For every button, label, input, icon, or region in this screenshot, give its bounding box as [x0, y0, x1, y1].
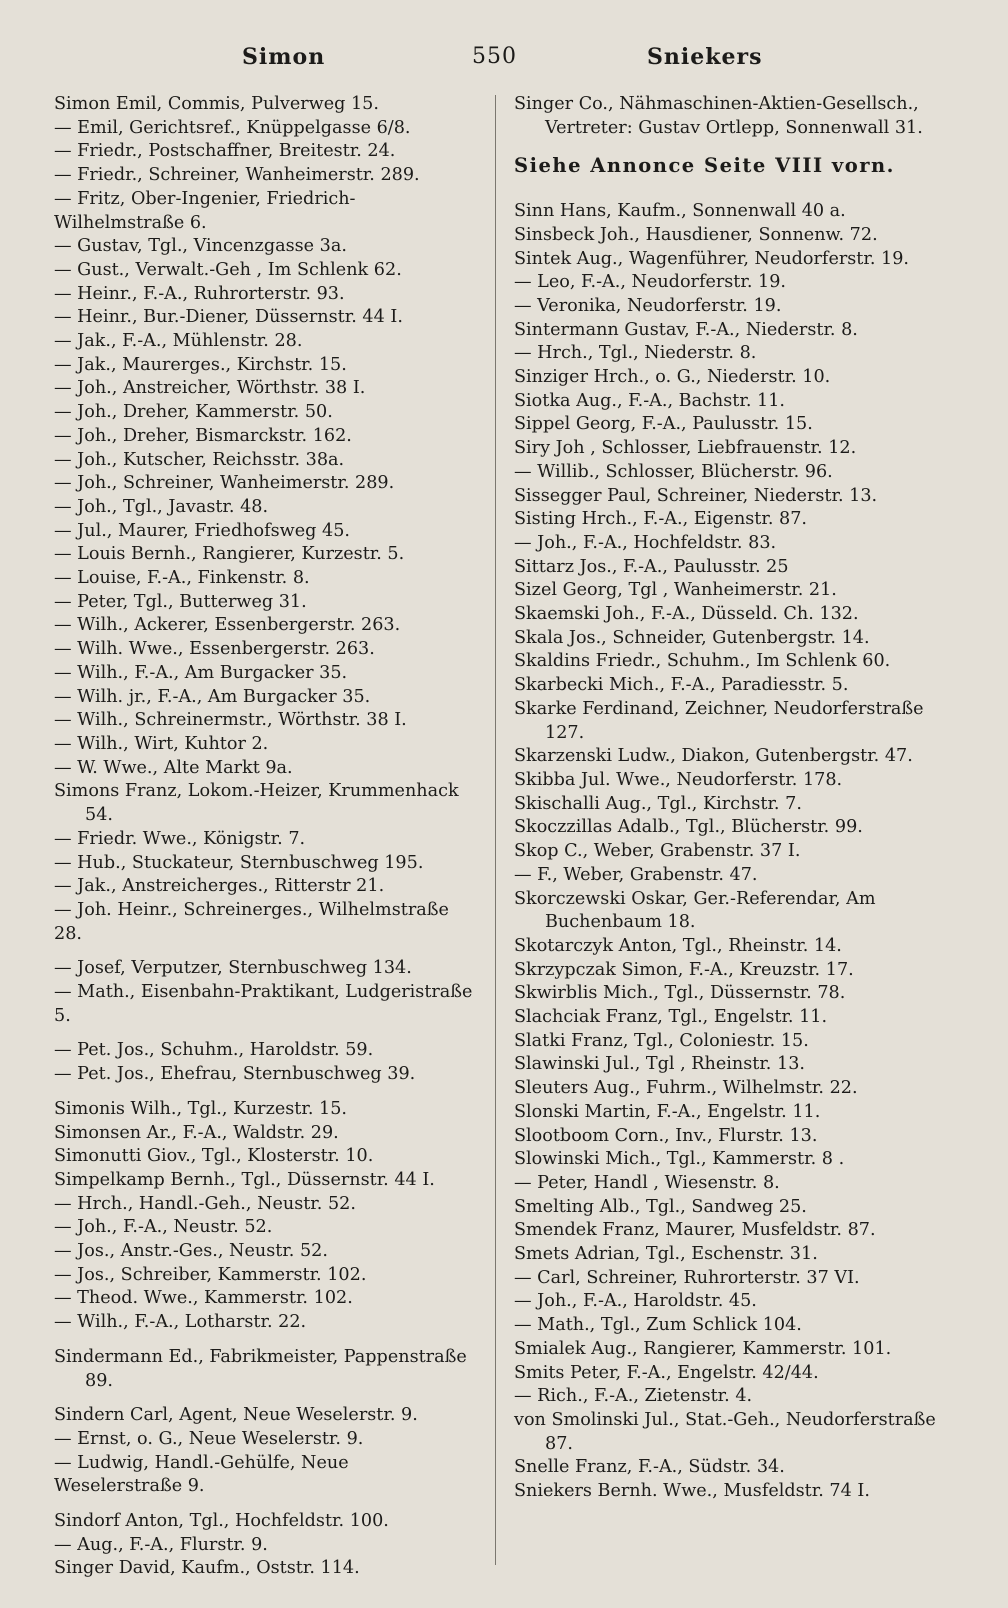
directory-entry: Slawinski Jul., Tgl , Rheinstr. 13.	[514, 1054, 805, 1075]
directory-entry: — Aug., F.-A., Flurstr. 9.	[54, 1534, 268, 1555]
directory-entry: — Joh., F.-A., Haroldstr. 45.	[514, 1291, 757, 1312]
directory-entry: Skop C., Weber, Grabenstr. 37 I.	[514, 841, 801, 862]
directory-entry: Simonsen Ar., F.-A., Waldstr. 29.	[54, 1122, 339, 1143]
directory-entry: Skarke Ferdinand, Zeichner, Neudorferstraße 127.	[514, 698, 924, 743]
directory-entry: — Joh. Heinr., Schreinerges., Wilhelmstraße 28.	[54, 899, 449, 944]
directory-entry: — Carl, Schreiner, Ruhrorterstr. 37 VI.	[514, 1267, 860, 1288]
directory-entry: Skwirblis Mich., Tgl., Düssernstr. 78.	[514, 983, 846, 1004]
directory-entry: Slootboom Corn., Inv., Flurstr. 13.	[514, 1125, 818, 1146]
column-divider	[495, 95, 496, 1565]
directory-entry: Slatki Franz, Tgl., Coloniestr. 15.	[514, 1030, 809, 1051]
directory-entry: — Louise, F.-A., Finkenstr. 8.	[54, 568, 310, 589]
directory-entry: Sleuters Aug., Fuhrm., Wilhelmstr. 22.	[514, 1078, 858, 1099]
directory-entry: Siotka Aug., F.-A., Bachstr. 11.	[514, 390, 785, 411]
directory-entry: Sniekers Bernh. Wwe., Musfeldstr. 74 I.	[514, 1481, 870, 1502]
directory-entry: Siry Joh , Schlosser, Liebfrauenstr. 12.	[514, 438, 857, 459]
directory-entry: Skaemski Joh., F.-A., Düsseld. Ch. 132.	[514, 604, 859, 625]
directory-entry: — Jak., F.-A., Mühlenstr. 28.	[54, 331, 303, 352]
directory-entry: Sisting Hrch., F.-A., Eigenstr. 87.	[514, 509, 808, 530]
directory-entry: — Friedr. Wwe., Königstr. 7.	[54, 828, 306, 849]
directory-entry: Slonski Martin, F.-A., Engelstr. 11.	[514, 1101, 821, 1122]
directory-entry: Sinziger Hrch., o. G., Niederstr. 10.	[514, 367, 831, 388]
directory-entry: — Joh., F.-A., Neustr. 52.	[54, 1217, 273, 1238]
directory-entry: — Joh., Dreher, Kammerstr. 50.	[54, 402, 333, 423]
directory-entry: — Jul., Maurer, Friedhofsweg 45.	[54, 520, 350, 541]
directory-entry: Sinn Hans, Kaufm., Sonnenwall 40 a.	[514, 201, 846, 222]
directory-entry: — Math., Eisenbahn-Praktikant, Ludgeristraße 5.	[54, 982, 473, 1026]
directory-entry: — Wilh., Ackerer, Essenbergerstr. 263.	[54, 615, 401, 636]
directory-entry: Singer Co., Nähmaschinen-Aktien-Gesellsch., Vertreter: Gustav Ortlepp, Sonnenwall 31.	[514, 94, 923, 138]
directory-entry: Slachciak Franz, Tgl., Engelstr. 11.	[514, 1007, 828, 1028]
directory-entry: von Smolinski Jul., Stat.-Geh., Neudorferstraße 87.	[514, 1409, 936, 1454]
directory-entry: — Joh., Tgl., Javastr. 48.	[54, 496, 269, 517]
directory-entry: — Theod. Wwe., Kammerstr. 102.	[54, 1288, 353, 1309]
directory-entry: Skarbecki Mich., F.-A., Paradiesstr. 5.	[514, 675, 849, 696]
annonce-notice: Siehe Annonce Seite VIII vorn.	[514, 154, 895, 178]
directory-entry: — Heinr., F.-A., Ruhrorterstr. 93.	[54, 283, 345, 304]
directory-entry: Simons Franz, Lokom.-Heizer, Krummenhack 54.	[54, 781, 459, 826]
directory-entry: — Emil, Gerichtsref., Knüppelgasse 6/8.	[54, 117, 411, 138]
directory-entry: — Peter, Tgl., Butterweg 31.	[54, 591, 307, 612]
directory-entry: — Louis Bernh., Rangierer, Kurzestr. 5.	[54, 544, 405, 565]
directory-entry: — Joh., Kutscher, Reichsstr. 38a.	[54, 449, 345, 470]
directory-entry: — Pet. Jos., Schuhm., Haroldstr. 59.	[54, 1040, 374, 1061]
directory-entry: — Peter, Handl , Wiesenstr. 8.	[514, 1172, 780, 1193]
directory-entry: — Josef, Verputzer, Sternbuschweg 134.	[54, 958, 412, 979]
directory-entry: — F., Weber, Grabenstr. 47.	[514, 864, 758, 885]
directory-entry: Skischalli Aug., Tgl., Kirchstr. 7.	[514, 793, 802, 814]
directory-entry: — Hrch., Tgl., Niederstr. 8.	[514, 343, 757, 364]
directory-entry: — Leo, F.-A., Neudorferstr. 19.	[514, 272, 787, 293]
directory-entry: Skala Jos., Schneider, Gutenbergstr. 14.	[514, 627, 870, 648]
header-left-catchword: Simon	[242, 44, 326, 70]
directory-entry: — Gustav, Tgl., Vincenzgasse 3a.	[54, 236, 347, 257]
directory-entry: Sindermann Ed., Fabrikmeister, Pappenstraße 89.	[54, 1346, 467, 1391]
directory-entry: Smialek Aug., Rangierer, Kammerstr. 101.	[514, 1338, 892, 1359]
directory-entry: — Heinr., Bur.-Diener, Düssernstr. 44 I.	[54, 307, 403, 328]
directory-entry: — W. Wwe., Alte Markt 9a.	[54, 757, 293, 778]
directory-entry: — Ernst, o. G., Neue Weselerstr. 9.	[54, 1428, 364, 1449]
directory-entry: — Ludwig, Handl.-Gehülfe, Neue Weselerstraße 9.	[54, 1452, 349, 1497]
directory-entry: Slowinski Mich., Tgl., Kammerstr. 8 .	[514, 1149, 845, 1170]
directory-entry: — Joh., Schreiner, Wanheimerstr. 289.	[54, 473, 395, 494]
directory-entry: Skorczewski Oskar, Ger.-Referendar, Am Buchenbaum 18.	[514, 888, 876, 933]
directory-entry: Singer David, Kaufm., Oststr. 114.	[54, 1558, 360, 1579]
directory-entry: Smendek Franz, Maurer, Musfeldstr. 87.	[514, 1220, 876, 1241]
directory-entry: Skotarczyk Anton, Tgl., Rheinstr. 14.	[514, 935, 842, 956]
directory-entry: — Friedr., Schreiner, Wanheimerstr. 289.	[54, 165, 420, 186]
directory-entry: Simon Emil, Commis, Pulverweg 15.	[54, 94, 379, 114]
directory-entry: — Wilh. jr., F.-A., Am Burgacker 35.	[54, 686, 371, 707]
directory-entry: Skoczzillas Adalb., Tgl., Blücherstr. 99.	[514, 817, 863, 838]
directory-entry: Sittarz Jos., F.-A., Paulusstr. 25	[514, 556, 789, 577]
directory-entry: Sippel Georg, F.-A., Paulusstr. 15.	[514, 414, 813, 435]
directory-entry: — Wilh. Wwe., Essenbergerstr. 263.	[54, 639, 375, 660]
directory-entry: — Jos., Anstr.-Ges., Neustr. 52.	[54, 1241, 328, 1262]
directory-entry: — Rich., F.-A., Zietenstr. 4.	[514, 1386, 753, 1407]
directory-entry: — Gust., Verwalt.-Geh , Im Schlenk 62.	[54, 259, 402, 280]
directory-entry: — Joh., Anstreicher, Wörthstr. 38 I.	[54, 378, 366, 399]
directory-entry: — Jak., Maurerges., Kirchstr. 15.	[54, 354, 347, 375]
directory-entry: Sissegger Paul, Schreiner, Niederstr. 13.	[514, 485, 878, 506]
directory-entry: — Veronika, Neudorferstr. 19.	[514, 295, 782, 316]
directory-entry: — Joh., F.-A., Hochfeldstr. 83.	[514, 532, 777, 553]
directory-entry: — Hub., Stuckateur, Sternbuschweg 195.	[54, 852, 424, 873]
directory-entry: — Fritz, Ober-Ingenier, Friedrich-Wilhelmstraße 6.	[54, 188, 356, 233]
directory-entry: Smelting Alb., Tgl., Sandweg 25.	[514, 1196, 807, 1217]
directory-entry: — Wilh., Wirt, Kuhtor 2.	[54, 733, 269, 754]
directory-entry: Snelle Franz, F.-A., Südstr. 34.	[514, 1457, 785, 1478]
directory-entry: — Wilh., F.-A., Lotharstr. 22.	[54, 1312, 307, 1333]
directory-entry: — Math., Tgl., Zum Schlick 104.	[514, 1315, 802, 1336]
directory-entry: — Wilh., F.-A., Am Burgacker 35.	[54, 662, 348, 683]
directory-entry: — Jak., Anstreicherges., Ritterstr 21.	[54, 876, 385, 897]
directory-entry: Skrzypczak Simon, F.-A., Kreuzstr. 17.	[514, 959, 854, 980]
directory-entry: — Joh., Dreher, Bismarckstr. 162.	[54, 425, 352, 446]
directory-entry: Simonis Wilh., Tgl., Kurzestr. 15.	[54, 1098, 347, 1119]
directory-entry: Sindorf Anton, Tgl., Hochfeldstr. 100.	[54, 1511, 389, 1532]
left-column	[54, 93, 479, 1581]
directory-entry: Smits Peter, F.-A., Engelstr. 42/44.	[514, 1362, 819, 1383]
directory-entry: Sizel Georg, Tgl , Wanheimerstr. 21.	[514, 580, 837, 601]
directory-entry: — Jos., Schreiber, Kammerstr. 102.	[54, 1264, 367, 1285]
header-right-catchword: Sniekers	[647, 44, 763, 70]
directory-entry: Smets Adrian, Tgl., Eschenstr. 31.	[514, 1244, 818, 1265]
directory-entry: — Wilh., Schreinermstr., Wörthstr. 38 I.	[54, 710, 407, 731]
directory-entry: — Hrch., Handl.-Geh., Neustr. 52.	[54, 1193, 356, 1214]
directory-entry: Sintermann Gustav, F.-A., Niederstr. 8.	[514, 319, 858, 340]
directory-entry: Simonutti Giov., Tgl., Klosterstr. 10.	[54, 1146, 374, 1167]
directory-entry: — Willib., Schlosser, Blücherstr. 96.	[514, 461, 833, 482]
directory-entry: Sindern Carl, Agent, Neue Weselerstr. 9.	[54, 1405, 418, 1426]
directory-entry: Sinsbeck Joh., Hausdiener, Sonnenw. 72.	[514, 224, 878, 245]
directory-entry: — Friedr., Postschaffner, Breitestr. 24.	[54, 141, 396, 162]
directory-entry: Skibba Jul. Wwe., Neudorferstr. 178.	[514, 769, 843, 790]
directory-entry: Simpelkamp Bernh., Tgl., Düssernstr. 44 I.	[54, 1169, 435, 1190]
directory-entry: Skarzenski Ludw., Diakon, Gutenbergstr. 47.	[514, 746, 913, 767]
page-number: 550	[472, 44, 517, 69]
directory-entry: Skaldins Friedr., Schuhm., Im Schlenk 60.	[514, 651, 891, 672]
right-column	[514, 93, 942, 1504]
directory-entry: — Pet. Jos., Ehefrau, Sternbuschweg 39.	[54, 1064, 416, 1085]
directory-entry: Sintek Aug., Wagenführer, Neudorferstr. 19.	[514, 248, 910, 269]
